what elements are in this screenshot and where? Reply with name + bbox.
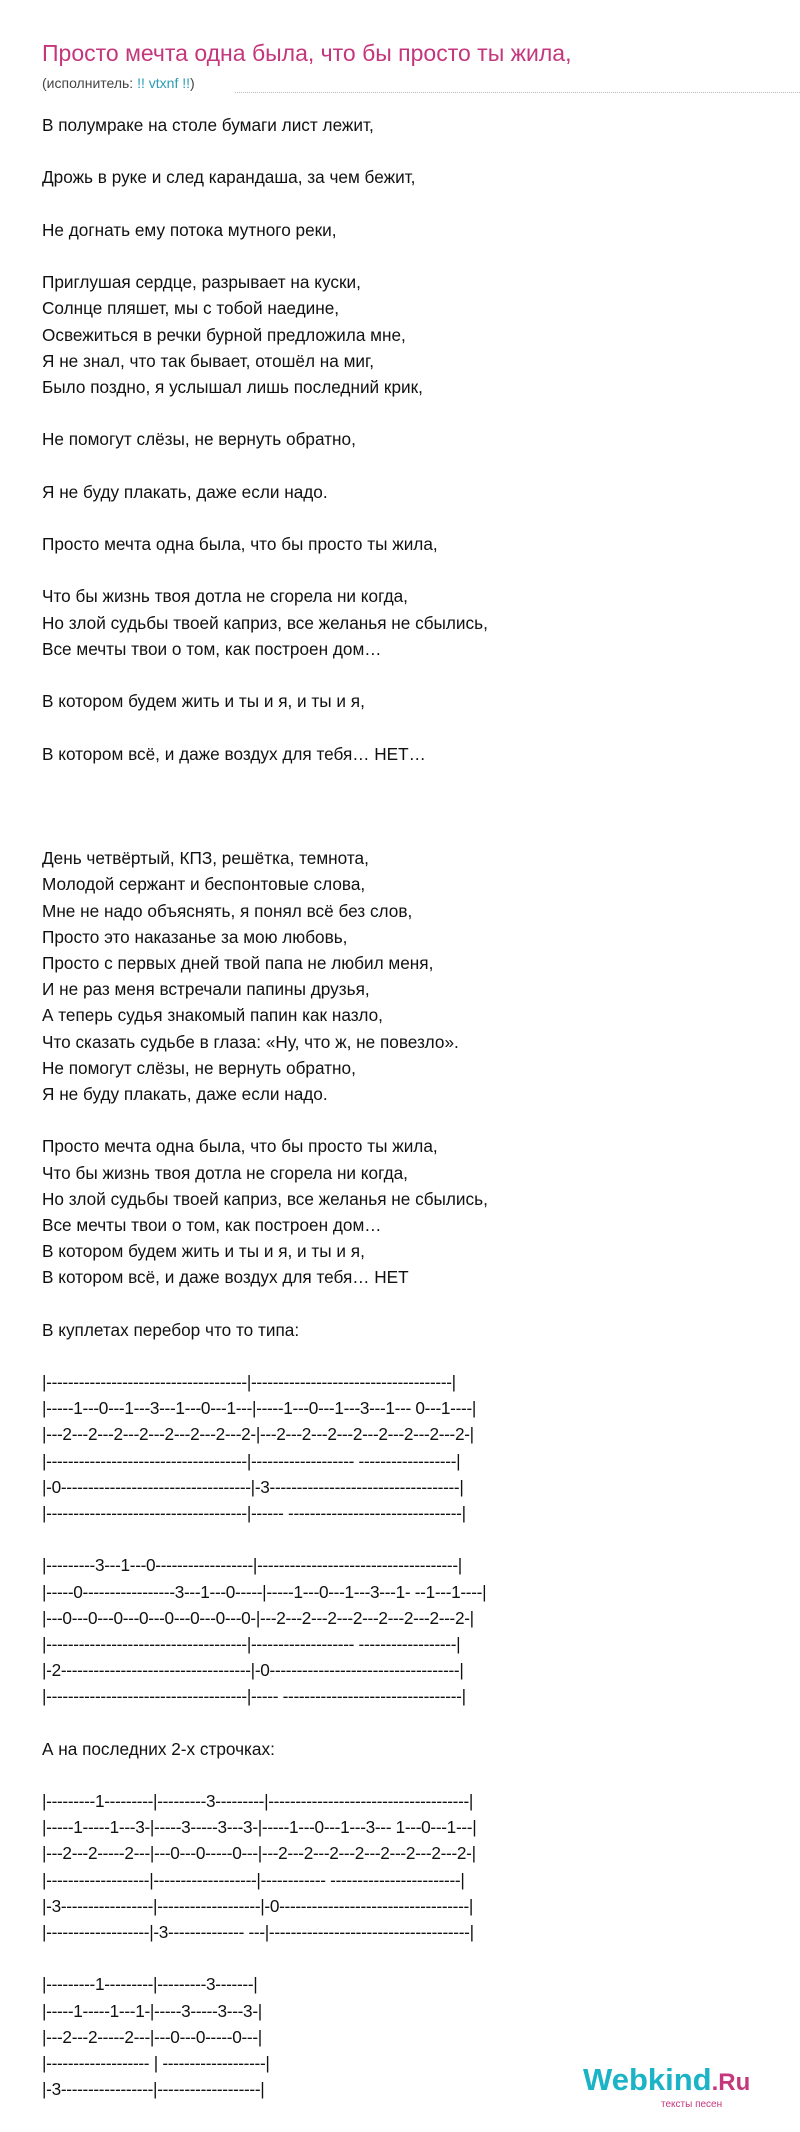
lyric-line: Но злой судьбы твоей каприз, все желанья не сбылись,	[42, 1188, 488, 1209]
artist-prefix: (исполнитель:	[42, 75, 138, 91]
blank-line	[42, 767, 782, 793]
tab-line: |-------------------------------------|-------------------------------------|	[42, 1372, 456, 1392]
webkind-logo[interactable]	[583, 2062, 773, 2112]
blank-line	[42, 714, 782, 740]
artist-suffix: )	[190, 75, 195, 91]
blank-line	[42, 1107, 782, 1133]
lyric-line: И не раз меня встречали папины друзья,	[42, 979, 370, 1000]
lyric-line: А на последних 2-х строчках:	[42, 1738, 275, 1759]
lyric-line: А теперь судья знакомый папин как назло,	[42, 1005, 383, 1026]
lyric-line: Освежиться в речки бурной предложила мне,	[42, 324, 406, 345]
tab-line: |-------------------------------------|------------------- ------------------|	[42, 1450, 461, 1471]
lyric-line: Солнце пляшет, мы с тобой наедине,	[42, 298, 340, 319]
tab-line: |---2---2-----2---|---0---0-----0---|	[42, 2026, 262, 2047]
logo-tagline: тексты песен	[661, 2099, 723, 2110]
tab-line: |---2---2---2---2---2---2---2---2-|---2---2---2---2---2---2---2---2-|	[42, 1424, 474, 1445]
blank-line	[42, 243, 782, 269]
lyric-line: Я не буду плакать, даже если надо.	[42, 481, 328, 502]
lyric-line: Не помогут слёзы, не вернуть обратно,	[42, 429, 356, 450]
lyric-line: Просто мечта одна была, что бы просто ты жила,	[42, 1136, 438, 1157]
lyric-line: Дрожь в руке и след карандаша, за чем бежит,	[42, 167, 416, 188]
tab-line: |-------------------|-------------------|------------ ------------------------|	[42, 1869, 465, 1890]
blank-line	[42, 1945, 782, 1971]
tab-line: |-0-----------------------------------|-3-----------------------------------|	[42, 1476, 464, 1497]
blank-line	[42, 662, 782, 688]
blank-line	[42, 1290, 782, 1316]
tab-line: |---------1---------|---------3-------|	[42, 1974, 258, 1995]
logo-tld: .Ru	[711, 2069, 751, 2096]
blank-line	[42, 1343, 782, 1369]
tab-line: |-----1-----1---1-|-----3-----3---3-|	[42, 2000, 262, 2021]
lyric-line: В котором всё, и даже воздух для тебя… НЕТ…	[42, 743, 426, 764]
tab-line: |-----1---0---1---3---1---0---1---|-----1---0---1---3---1--- 0---1----|	[42, 1398, 477, 1419]
lyric-line: Просто с первых дней твой папа не любил меня,	[42, 953, 434, 973]
lyric-line: Не догнать ему потока мутного реки,	[42, 219, 337, 240]
artist-link[interactable]: !! vtxnf !!	[137, 75, 190, 91]
blank-line	[42, 1709, 782, 1735]
tab-line: |-3-----------------|-------------------|-0-----------------------------------|	[42, 1895, 474, 1916]
title-divider	[235, 92, 800, 93]
lyric-line: Но злой судьбы твоей каприз, все желанья не сбылись,	[42, 612, 488, 633]
blank-line	[42, 793, 782, 819]
lyric-line: Я не знал, что так бывает, отошёл на миг,	[42, 350, 374, 371]
tab-line: |------------------- | -------------------|	[42, 2052, 270, 2073]
lyric-line: Что бы жизнь твоя дотла не сгорела ни когда,	[42, 586, 408, 607]
tab-line: |-----0-----------------3---1---0-----|-----1---0---1---3---1- --1---1----|	[42, 1581, 487, 1602]
lyric-line: Что бы жизнь твоя дотла не сгорела ни когда,	[42, 1162, 408, 1183]
lyric-line: Приглушая сердце, разрывает на куски,	[42, 272, 361, 293]
tab-line: |-------------------|-3-------------- ---|-------------------------------------|	[42, 1921, 474, 1942]
lyric-line: Что сказать судьбе в глаза: «Ну, что ж, не повезло».	[42, 1031, 459, 1052]
blank-line	[42, 191, 782, 217]
tab-line: |---0---0---0---0---0---0---0---0-|---2---2---2---2---2---2---2---2-|	[42, 1607, 474, 1628]
tab-line: |---2---2-----2---|---0---0-----0---|---2---2---2---2---2---2---2---2-|	[42, 1843, 476, 1864]
lyric-line: Просто мечта одна была, что бы просто ты жила,	[42, 534, 438, 554]
lyric-line: День четвёртый, КПЗ, решётка, темнота,	[42, 848, 369, 869]
blank-line	[42, 505, 782, 531]
logo-wordmark	[583, 2062, 750, 2098]
blank-line	[42, 819, 782, 845]
tab-line: |-3-----------------|-------------------|	[42, 2079, 265, 2100]
blank-line	[42, 452, 782, 478]
lyric-line: Просто это наказанье за мою любовь,	[42, 926, 348, 947]
blank-line	[42, 1762, 782, 1788]
lyric-line: Я не буду плакать, даже если надо.	[42, 1083, 328, 1104]
blank-line	[42, 400, 782, 426]
lyric-line: Было поздно, я услышал лишь последний крик,	[42, 376, 423, 397]
tab-line: |-2-----------------------------------|-0-----------------------------------|	[42, 1660, 464, 1681]
page-title: Просто мечта одна была, что бы просто ты жила,	[42, 40, 572, 66]
lyric-line: В куплетах перебор что то типа:	[42, 1319, 300, 1340]
lyric-line: В котором будем жить и ты и я, и ты и я,	[42, 691, 365, 712]
logo-main-text: Webkind	[583, 2062, 712, 2097]
lyric-line: Все мечты твои о том, как построен дом…	[42, 1214, 382, 1235]
lyric-line: Все мечты твои о том, как построен дом…	[42, 638, 382, 659]
tab-line: |-----1-----1---3-|-----3-----3---3-|-----1---0---1---3--- 1---0---1---|	[42, 1817, 477, 1838]
blank-line	[42, 557, 782, 583]
tab-line: |---------1---------|---------3---------|-------------------------------------|	[42, 1791, 474, 1811]
artist-line	[42, 75, 195, 91]
tab-line: |-------------------------------------|----- ---------------------------------|	[42, 1686, 466, 1707]
lyric-line: Мне не надо объяснять, я понял всё без слов,	[42, 900, 413, 921]
lyric-line: В котором всё, и даже воздух для тебя… НЕТ	[42, 1267, 409, 1288]
lyric-line: Не помогут слёзы, не вернуть обратно,	[42, 1057, 356, 1078]
tab-line: |---------3---1---0------------------|-------------------------------------|	[42, 1555, 462, 1576]
tab-line: |-------------------------------------|------------------- ------------------|	[42, 1633, 461, 1654]
blank-line	[42, 138, 782, 164]
lyric-line: Молодой сержант и беспонтовые слова,	[42, 874, 366, 895]
blank-line	[42, 1526, 782, 1552]
lyrics-body	[42, 112, 782, 2102]
lyric-line: В котором будем жить и ты и я, и ты и я,	[42, 1241, 365, 1262]
lyric-line: В полумраке на столе бумаги лист лежит,	[42, 115, 374, 135]
tab-line: |-------------------------------------|------ --------------------------------|	[42, 1502, 466, 1523]
